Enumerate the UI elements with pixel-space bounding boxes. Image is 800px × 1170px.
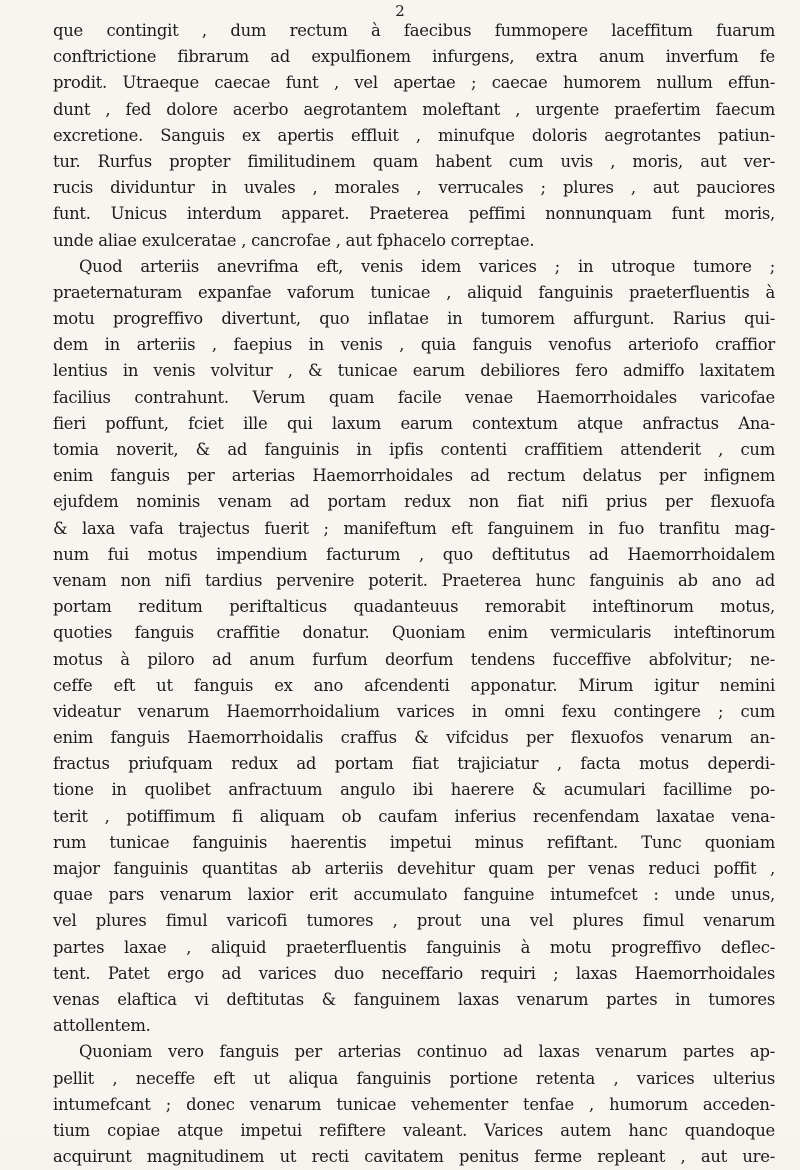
text-line: portam reditum periftalticus quadanteuus remorabit inteftinorum motus,	[53, 597, 775, 617]
text-line: vel plures fimul varicofi tumores , prout una vel plures fimul venarum	[53, 911, 775, 931]
text-line: terit , potiffimum fi aliquam ob caufam inferius recenfendam laxatae vena-	[53, 806, 775, 826]
text-line: venas elaftica vi deftitutas & fanguinem laxas venarum partes in tumores	[53, 989, 775, 1009]
text-line: Quoniam vero fanguis per arterias continuo ad laxas venarum partes ap-	[79, 1042, 775, 1062]
text-line: enim fanguis per arterias Haemorrhoidales ad rectum delatus per infignem	[53, 466, 775, 486]
text-line: partes laxae , aliquid praeterfluentis fanguinis à motu progreffivo deflec-	[53, 937, 775, 957]
text-line: facilius contrahunt. Verum quam facile venae Haemorrhoidales varicofae	[53, 387, 775, 407]
text-line: que contingit , dum rectum à faecibus fummopere laceffitum fuarum	[53, 21, 775, 40]
text-line: praeternaturam expanfae vaforum tunicae , aliquid fanguinis praeterfluentis à	[53, 282, 775, 302]
text-line: ejufdem nominis venam ad portam redux non fiat nifi prius per flexuofa	[53, 492, 775, 512]
text-line: num fui motus impendium facturum , quo deftitutus ad Haemorrhoidalem	[53, 544, 775, 564]
text-line: rucis dividuntur in uvales , morales , verrucales ; plures , aut pauciores	[53, 178, 775, 198]
text-line: motu progreffivo divertunt, quo inflatae in tumorem affurgunt. Rarius qui-	[53, 309, 775, 329]
text-line: fieri poffunt, fciet ille qui laxum earum contextum atque anfractus Ana-	[53, 413, 775, 433]
text-line: lentius in venis volvitur , & tunicae earum debiliores fero admiffo laxitatem	[53, 361, 775, 381]
page-number: 2	[395, 2, 405, 20]
text-line: tur. Rurfus propter fimilitudinem quam habent cum uvis , moris, aut ver-	[53, 151, 775, 171]
text-line: ceffe eft ut fanguis ex ano afcendenti apponatur. Mirum igitur nemini	[53, 675, 775, 695]
text-line: tent. Patet ergo ad varices duo neceffario requiri ; laxas Haemorrhoidales	[53, 963, 775, 983]
text-line: conftrictione fibrarum ad expulfionem infurgens, extra anum inverfum fe	[53, 47, 775, 67]
body-text	[53, 18, 775, 1170]
text-line: excretione. Sanguis ex apertis effluit , minufque doloris aegrotantes patiun-	[53, 125, 775, 145]
text-line: motus à piloro ad anum furfum deorfum tendens fucceffive abfolvitur; ne-	[53, 649, 775, 669]
text-line: tomia noverit, & ad fanguinis in ipfis contenti craffitiem attenderit , cum	[53, 440, 775, 459]
text-line: quoties fanguis craffitie donatur. Quoniam enim vermicularis inteftinorum	[53, 623, 775, 643]
text-line: funt. Unicus interdum apparet. Praeterea peffimi nonnunquam funt moris,	[53, 204, 775, 224]
text-line: prodit. Utraeque caecae funt , vel apertae ; caecae humorem nullum effun-	[53, 73, 775, 93]
text-line: pellit , neceffe eft ut aliqua fanguinis portione retenta , varices ulterius	[53, 1068, 775, 1088]
text-line: dem in arteriis , faepius in venis , quia fanguis venofus arteriofo craffior	[53, 335, 775, 355]
text-line: fractus priufquam redux ad portam fiat trajiciatur , facta motus deperdi-	[53, 754, 775, 774]
text-line: & laxa vafa trajectus fuerit ; manifeftum eft fanguinem in fuo tranfitu mag-	[53, 518, 775, 538]
text-line: enim fanguis Haemorrhoidalis craffus & vifcidus per flexuofos venarum an-	[53, 728, 775, 748]
text-line: dunt , fed dolore acerbo aegrotantem moleftant , urgente praefertim faecum	[53, 99, 775, 119]
text-line: major fanguinis quantitas ab arteriis devehitur quam per venas reduci poffit ,	[53, 859, 775, 878]
text-line: venam non nifi tardius pervenire poterit. Praeterea hunc fanguinis ab ano ad	[53, 570, 775, 590]
text-line: Quod arteriis anevrifma eft, venis idem varices ; in utroque tumore ;	[79, 256, 775, 276]
text-line: videatur venarum Haemorrhoidalium varices in omni fexu contingere ; cum	[53, 701, 775, 721]
text-line: attollentem.	[53, 1016, 151, 1036]
text-line: unde aliae exulceratae , cancrofae , aut fphacelo correptae.	[53, 230, 535, 250]
text-line: tione in quolibet anfractuum angulo ibi haerere & acumulari facillime po-	[53, 780, 775, 800]
text-line: rum tunicae fanguinis haerentis impetui minus refiftant. Tunc quoniam	[53, 832, 775, 852]
text-line: quae pars venarum laxior erit accumulato fanguine intumefcet : unde unus,	[53, 885, 775, 905]
text-line: intumefcant ; donec venarum tunicae vehementer tenfae , humorum acceden-	[53, 1094, 775, 1114]
text-line: tium copiae atque impetui refiftere valeant. Varices autem hanc quandoque	[53, 1120, 775, 1140]
text-line: acquirunt magnitudinem ut recti cavitatem penitus ferme repleant , aut ure-	[53, 1147, 775, 1167]
